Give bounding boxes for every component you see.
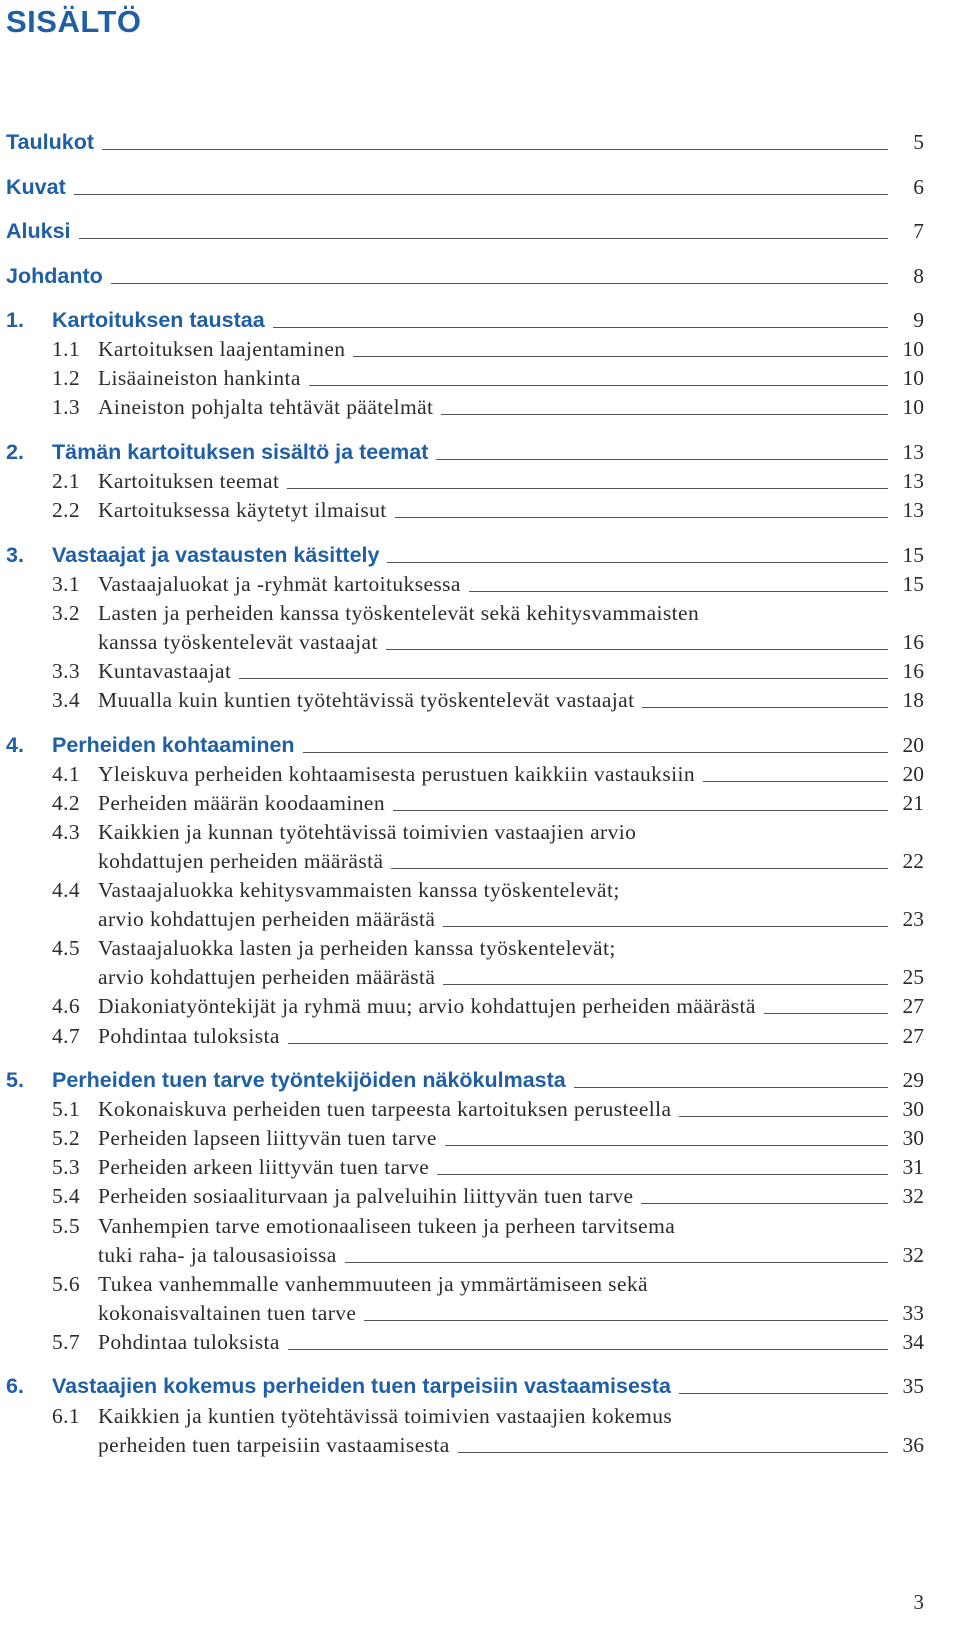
toc-page-number: 22 xyxy=(902,848,924,873)
toc-entry-label: Vastaajat ja vastausten käsittely xyxy=(52,542,380,567)
toc-entry-number: 5.4 xyxy=(52,1184,81,1209)
toc-entry-number: 4.5 xyxy=(52,936,81,961)
toc-leader-line xyxy=(443,926,888,927)
toc-page-number: 15 xyxy=(902,542,924,567)
toc-entry-number: 4.6 xyxy=(52,994,81,1019)
toc-entry[interactable] xyxy=(0,305,960,335)
toc-entry-number: 3.3 xyxy=(52,658,81,683)
toc-entry-label: Perheiden kohtaaminen xyxy=(52,732,295,757)
toc-entry-label: Kokonaiskuva perheiden tuen tarpeesta kartoituksen perusteella xyxy=(98,1097,672,1122)
toc-page-number: 15 xyxy=(902,571,924,596)
toc-leader-line xyxy=(443,984,888,985)
toc-entry-label: Kartoituksessa käytetyt ilmaisut xyxy=(98,498,387,522)
toc-page-number: 35 xyxy=(902,1374,924,1399)
toc-leader-line xyxy=(703,781,888,782)
toc-entry-label: Muualla kuin kuntien työtehtävissä työskentelevät vastaajat xyxy=(98,688,635,712)
toc-entry-label: Vastaajaluokka kehitysvammaisten kanssa työskentelevät; xyxy=(98,878,620,902)
toc-leader-line xyxy=(441,414,888,415)
toc-page-number: 27 xyxy=(902,994,924,1019)
toc-page-number: 20 xyxy=(902,761,924,786)
page-title: SISÄLTÖ xyxy=(6,4,142,39)
toc-page-number: 16 xyxy=(902,658,924,683)
toc-entry-label: Kartoituksen teemat xyxy=(98,468,280,493)
toc-entry-number: 5.5 xyxy=(52,1213,81,1238)
toc-entry-label: tuki raha- ja talousasioissa xyxy=(98,1242,337,1267)
toc-page-number: 13 xyxy=(902,468,924,493)
toc-entry-number: 2.1 xyxy=(52,468,81,493)
toc-entry[interactable] xyxy=(0,1065,960,1095)
toc-entry-label: perheiden tuen tarpeisiin vastaamisesta xyxy=(98,1432,450,1457)
toc-entry[interactable] xyxy=(0,569,960,599)
toc-leader-line xyxy=(303,752,888,753)
toc-entry-number: 4.1 xyxy=(52,761,81,786)
toc-entry-number: 2. xyxy=(6,439,24,464)
toc-page-number: 10 xyxy=(902,337,924,362)
toc-entry-label: Perheiden arkeen liittyvän tuen tarve xyxy=(98,1155,430,1180)
toc-leader-line xyxy=(74,194,888,195)
toc-page-number: 21 xyxy=(902,790,924,815)
toc-entry-number: 4.7 xyxy=(52,1023,81,1048)
toc-entry-label: Tämän kartoituksen sisältö ja teemat xyxy=(52,439,429,464)
toc-entry-label: Aluksi xyxy=(6,219,71,243)
toc-page-number: 16 xyxy=(902,629,924,654)
toc-entry[interactable] xyxy=(0,991,960,1021)
toc-page-number: 10 xyxy=(902,366,924,391)
toc-leader-line xyxy=(345,1262,888,1263)
toc-leader-line xyxy=(287,488,888,489)
toc-entry-label: Perheiden määrän koodaaminen xyxy=(98,790,386,815)
toc-entry-label: arvio kohdattujen perheiden määrästä xyxy=(98,907,436,932)
toc-entry-continuation[interactable] xyxy=(0,1298,960,1328)
toc-entry-label: Vastaajaluokka lasten ja perheiden kanssa työskentelevät; xyxy=(98,936,616,961)
toc-page-number: 8 xyxy=(913,263,924,288)
toc-entry[interactable] xyxy=(0,788,960,818)
toc-entry[interactable] xyxy=(0,1094,960,1124)
toc-entry[interactable] xyxy=(0,1181,960,1211)
toc-entry[interactable] xyxy=(0,216,960,246)
toc-entry-label: Vanhempien tarve emotionaaliseen tukeen ja perheen tarvitsema xyxy=(98,1213,676,1238)
toc-page-number: 25 xyxy=(902,965,924,990)
toc-leader-line xyxy=(102,149,888,150)
toc-leader-line xyxy=(391,868,888,869)
toc-entry-label: kanssa työskentelevät vastaajat xyxy=(98,629,378,654)
toc-entry[interactable] xyxy=(0,1152,960,1182)
toc-entry-label: Kartoituksen taustaa xyxy=(52,308,265,332)
toc-leader-line xyxy=(764,1013,888,1014)
toc-entry-number: 5.2 xyxy=(52,1126,81,1151)
toc-page-number: 9 xyxy=(913,308,924,332)
toc-entry-label: Johdanto xyxy=(6,263,103,288)
toc-leader-line xyxy=(386,649,888,650)
toc-entry-label: Taulukot xyxy=(6,130,94,154)
toc-leader-line xyxy=(436,459,888,460)
toc-entry[interactable] xyxy=(0,1371,960,1401)
toc-page-number: 18 xyxy=(902,688,924,712)
toc-entry-continuation[interactable] xyxy=(0,962,960,992)
toc-page-number: 7 xyxy=(913,219,924,243)
toc-entry-continuation[interactable] xyxy=(0,1430,960,1460)
toc-entry-number: 4.2 xyxy=(52,790,81,815)
toc-entry-continuation[interactable] xyxy=(0,846,960,876)
toc-leader-line xyxy=(239,678,888,679)
toc-entry-label: Perheiden sosiaaliturvaan ja palveluihin liittyvän tuen tarve xyxy=(98,1184,634,1209)
toc-page-number: 10 xyxy=(902,395,924,420)
toc-entry[interactable] xyxy=(0,437,960,467)
toc-leader-line xyxy=(393,810,888,811)
toc-entry[interactable] xyxy=(0,598,960,628)
toc-entry-label: Tukea vanhemmalle vanhemmuuteen ja ymmärtämiseen sekä xyxy=(98,1271,648,1296)
toc-entry[interactable] xyxy=(0,172,960,202)
toc-entry-number: 4. xyxy=(6,732,24,757)
toc-entry-number: 3. xyxy=(6,542,24,567)
toc-entry[interactable] xyxy=(0,540,960,570)
toc-page-number: 13 xyxy=(902,439,924,464)
toc-entry[interactable] xyxy=(0,363,960,393)
toc-leader-line xyxy=(387,562,888,563)
toc-entry[interactable] xyxy=(0,759,960,789)
toc-entry-continuation[interactable] xyxy=(0,627,960,657)
toc-entry-label: Vastaajaluokat ja -ryhmät kartoituksessa xyxy=(98,571,461,596)
toc-leader-line xyxy=(574,1087,888,1088)
toc-entry-number: 5.1 xyxy=(52,1097,81,1122)
toc-entry-label: Lisäaineiston hankinta xyxy=(98,366,301,391)
toc-entry-label: Yleiskuva perheiden kohtaamisesta perustuen kaikkiin vastauksiin xyxy=(98,761,695,786)
toc-leader-line xyxy=(309,385,888,386)
toc-entry[interactable] xyxy=(0,685,960,715)
toc-page-number: 30 xyxy=(902,1126,924,1151)
toc-entry-number: 1.3 xyxy=(52,395,81,420)
toc-entry[interactable] xyxy=(0,127,960,157)
toc-entry[interactable] xyxy=(0,495,960,525)
toc-page-number: 20 xyxy=(902,732,924,757)
page-number: 3 xyxy=(913,1590,924,1614)
toc-page-number: 29 xyxy=(902,1068,924,1092)
toc-leader-line xyxy=(445,1145,888,1146)
toc-entry[interactable] xyxy=(0,1269,960,1299)
toc-entry[interactable] xyxy=(0,730,960,760)
toc-page-number: 33 xyxy=(902,1300,924,1325)
toc-entry-label: kohdattujen perheiden määrästä xyxy=(98,848,384,873)
toc-page-number: 32 xyxy=(902,1242,924,1267)
toc-entry-label: Kuntavastaajat xyxy=(98,658,232,683)
toc-entry-label: Pohdintaa tuloksista xyxy=(98,1023,280,1048)
toc-entry-number: 5.3 xyxy=(52,1155,81,1180)
toc-entry-number: 3.1 xyxy=(52,571,81,596)
toc-leader-line xyxy=(353,356,888,357)
toc-entry-number: 3.2 xyxy=(52,600,81,625)
toc-page-number: 27 xyxy=(902,1023,924,1048)
toc-page-number: 31 xyxy=(902,1155,924,1180)
toc-entry-label: Diakoniatyöntekijät ja ryhmä muu; arvio kohdattujen perheiden määrästä xyxy=(98,994,756,1019)
toc-entry-label: arvio kohdattujen perheiden määrästä xyxy=(98,965,436,990)
toc-entry-number: 6.1 xyxy=(52,1403,81,1428)
toc-entry-continuation[interactable] xyxy=(0,904,960,934)
toc-leader-line xyxy=(288,1043,888,1044)
toc-entry-label: Kartoituksen laajentaminen xyxy=(98,337,346,362)
toc-page-number: 6 xyxy=(913,174,924,199)
toc-entry-label: Aineiston pohjalta tehtävät päätelmät xyxy=(98,395,434,420)
toc-entry-number: 2.2 xyxy=(52,498,81,522)
toc-entry-label: Kaikkien ja kuntien työtehtävissä toimivien vastaajien kokemus xyxy=(98,1403,673,1428)
toc-entry[interactable] xyxy=(0,1401,960,1431)
toc-leader-line xyxy=(679,1116,888,1117)
toc-leader-line xyxy=(679,1393,888,1394)
toc-page-number: 5 xyxy=(913,130,924,154)
toc-entry-number: 4.3 xyxy=(52,819,81,844)
toc-entry-number: 5. xyxy=(6,1068,24,1092)
toc-entry-label: Kaikkien ja kunnan työtehtävissä toimivien vastaajien arvio xyxy=(98,819,637,844)
toc-leader-line xyxy=(364,1320,888,1321)
toc-entry-number: 5.7 xyxy=(52,1329,81,1354)
toc-entry[interactable] xyxy=(0,875,960,905)
toc-entry-label: Lasten ja perheiden kanssa työskentelevät sekä kehitysvammaisten xyxy=(98,600,700,625)
toc-leader-line xyxy=(437,1174,888,1175)
toc-page-number: 32 xyxy=(902,1184,924,1209)
toc-leader-line xyxy=(458,1452,888,1453)
toc-entry-label: Vastaajien kokemus perheiden tuen tarpeisiin vastaamisesta xyxy=(52,1374,671,1399)
toc-page-number: 30 xyxy=(902,1097,924,1122)
toc-leader-line xyxy=(395,517,888,518)
toc-entry[interactable] xyxy=(0,1327,960,1357)
toc-page-number: 23 xyxy=(902,907,924,932)
toc-leader-line xyxy=(111,283,888,284)
toc-leader-line xyxy=(642,707,888,708)
toc-leader-line xyxy=(79,238,888,239)
toc-entry[interactable] xyxy=(0,1021,960,1051)
toc-entry-label: Perheiden lapseen liittyvän tuen tarve xyxy=(98,1126,437,1151)
toc-entry[interactable] xyxy=(0,334,960,364)
toc-leader-line xyxy=(469,591,888,592)
toc-entry[interactable] xyxy=(0,933,960,963)
toc-page-number: 36 xyxy=(902,1432,924,1457)
toc-page-number: 34 xyxy=(902,1329,924,1354)
toc-entry-label: Pohdintaa tuloksista xyxy=(98,1329,280,1354)
toc-entry-number: 1.1 xyxy=(52,337,81,362)
toc-entry-number: 4.4 xyxy=(52,878,81,902)
toc-entry-label: kokonaisvaltainen tuen tarve xyxy=(98,1300,357,1325)
toc-entry-number: 6. xyxy=(6,1374,24,1399)
toc-leader-line xyxy=(288,1349,888,1350)
toc-entry[interactable] xyxy=(0,1211,960,1241)
toc-entry[interactable] xyxy=(0,466,960,496)
toc-entry-number: 1. xyxy=(6,308,24,332)
toc-leader-line xyxy=(641,1203,888,1204)
toc-entry-label: Kuvat xyxy=(6,174,66,199)
toc-entry-number: 1.2 xyxy=(52,366,81,391)
toc-entry[interactable] xyxy=(0,261,960,291)
toc-page-number: 13 xyxy=(902,498,924,522)
toc-leader-line xyxy=(273,327,888,328)
toc-entry[interactable] xyxy=(0,1123,960,1153)
toc-entry[interactable] xyxy=(0,392,960,422)
toc-entry[interactable] xyxy=(0,817,960,847)
toc-entry-number: 5.6 xyxy=(52,1271,81,1296)
toc-entry-number: 3.4 xyxy=(52,688,81,712)
toc-entry-label: Perheiden tuen tarve työntekijöiden näkökulmasta xyxy=(52,1068,566,1092)
toc-entry-continuation[interactable] xyxy=(0,1240,960,1270)
toc-entry[interactable] xyxy=(0,656,960,686)
